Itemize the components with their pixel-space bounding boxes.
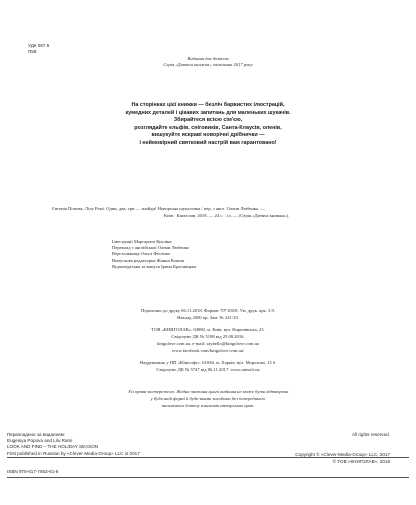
publisher-social: www.facebook.com/knigolove.com.ua/ [171,348,245,353]
original-authors: Eugeniya Popova and Lilu Rami [7,438,73,444]
annotation-line: вишукуйте яскраві новорічні дрібнички — [151,132,265,139]
divider-top [7,457,409,458]
copyright-translation: © ТОВ «КНИГОЛАВ», 2018 [332,459,390,464]
editor-credit: Випускова редакторка Жанна Кошик [112,257,185,263]
printer-certificate: Свідоцтво ДК № 5747 від 06.11.2017. www.unisoft.ua [156,367,260,372]
original-publication: First published in Russian by «Clever-Media-Group» LLC in 2017 [7,450,140,456]
annotation-line: кумедних деталей і цікавих запитань для маленьких шукачів. [125,109,291,116]
annotation-line: Збирайтеся всією сім'єю, [173,117,243,124]
responsible-credit: Відповідальна за випуск Ірина Красницька [112,263,197,269]
book-annotation [0,102,416,148]
publisher-certificate: Свідоцтво ДК № 5188 від 25.08.2016. [171,334,245,339]
annotation-line: На сторінках цієї книжки — безліч барвистих ілюстрацій, [131,102,285,108]
annotation-line: і неймовірний святковий настрій вам гарантовано! [139,139,277,146]
translator-credit: Переклад з англійської Олени Любенко [112,245,190,251]
layout-credit: Верстальниця Ольга Фесенко [112,251,171,257]
publisher-contacts: knigolove.com.ua, e-mail: sayhello@knigolove.com.ua [157,341,259,346]
series-info: Серія «Дитяча книжка» заснована 2017 року [163,62,253,67]
copyright-original: Copyright © «Clever-Media-Group» LLC, 2017 [295,452,390,457]
print-signed-info: Підписано до друку 06.11.2018. Формат 70*100/8. Ум. друк. арк. 3,9. [141,308,275,313]
edition-type: Видання для дозвілля [187,56,229,61]
publisher-address: ТОВ «КНИГОЛАВ». 04080, м. Київ, вул. Кирилівська, 23. [151,327,265,332]
credits-block [112,239,196,270]
isbn: ISBN 978-617-7563-61-6 [7,469,59,474]
original-edition-block [7,432,140,457]
udk-code: УДК 087.5 [28,43,50,48]
rights-notice-line: Усі права застережено. Жодна частина цього видання не може бути відтворена [127,389,289,394]
all-rights-reserved: All rights reserved. [351,432,390,437]
translated-from-label: Перекладено за виданням: [7,432,66,437]
annotation-line: розглядайте ельфів, сніговиків, Санта-Клаусів, оленів, [134,124,282,131]
rights-notice-line: у будь-якій формі й будь-якими засобами без попереднього [150,396,266,401]
illustrator-credit: Ілюстрації Маргарита Кукліна [112,239,172,244]
author-index: П58 [28,49,37,54]
original-title: LOOK AND FIND – THE HOLIDAY SEASON [7,444,99,450]
printer-address: Надруковано у ПП «Юнісофт». 61036, м. Харків, вул. Морозова, 13 б. [139,360,277,365]
divider-bottom [7,477,409,478]
catalog-record-line: Київ : Книголав, 2018. — 24 с. : іл. — (Серія «Дитяча книжка»). [164,213,290,218]
print-run-info: Наклад 2000 пр. Зам. № 241/10. [177,315,239,320]
catalog-record-line: Євгенія Попова, Лілу Рамі. Один, два, три — знайди! Новорічна шукалочка / пер. з англ. Олени Любенко. — [52,206,265,211]
rights-notice-line: письмового дозволу власників авторських прав. [161,403,255,408]
